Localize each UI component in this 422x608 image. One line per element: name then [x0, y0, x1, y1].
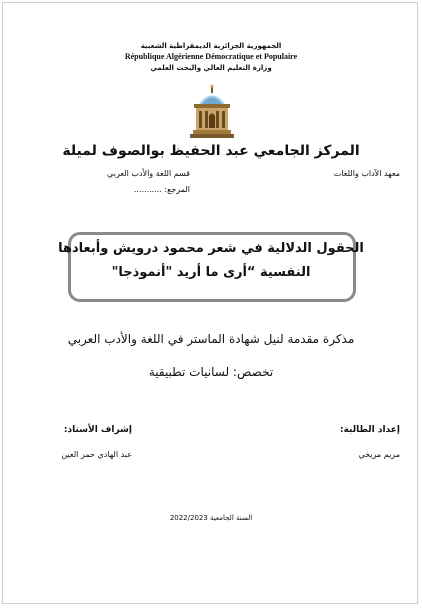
supervisor-name: عبد الهادي حمر العين — [61, 450, 132, 459]
republic-arabic: الجمهورية الجزائرية الديمقراطية الشعبية — [140, 42, 282, 50]
specialty: تخصص: لسانيات تطبيقية — [148, 365, 274, 379]
supervisor-label: إشراف الأستاذ: — [63, 425, 132, 435]
department-name: قسم اللغة والأدب العربي — [107, 169, 190, 178]
republic-french: République Algérienne Démocratique et Populaire — [124, 52, 298, 61]
academic-year: السنة الجامعية 2022/2023 — [169, 514, 253, 522]
institute-name: معهد الآداب واللغات — [333, 169, 400, 178]
degree-statement: مذكرة مقدمة لنيل شهادة الماستر في اللغة والأدب العربي — [67, 332, 355, 346]
thesis-title-line-1: الحقول الدلالية في شعر محمود درويش وأبعادها — [58, 241, 364, 256]
prepared-by-label: إعداد الطالبة: — [340, 425, 400, 435]
student-name: مريم مريخي — [358, 450, 400, 459]
university-building-emblem-icon — [187, 84, 237, 140]
ministry-name: وزارة التعليم العالي والبحث العلمي — [150, 64, 272, 72]
university-center-name: المركز الجامعي عبد الحفيظ بوالصوف لميلة — [62, 143, 360, 159]
reference-field: المرجع: ........... — [133, 185, 190, 194]
thesis-title-line-2: النفسية “أرى ما أريد "أنموذجا" — [111, 265, 311, 280]
